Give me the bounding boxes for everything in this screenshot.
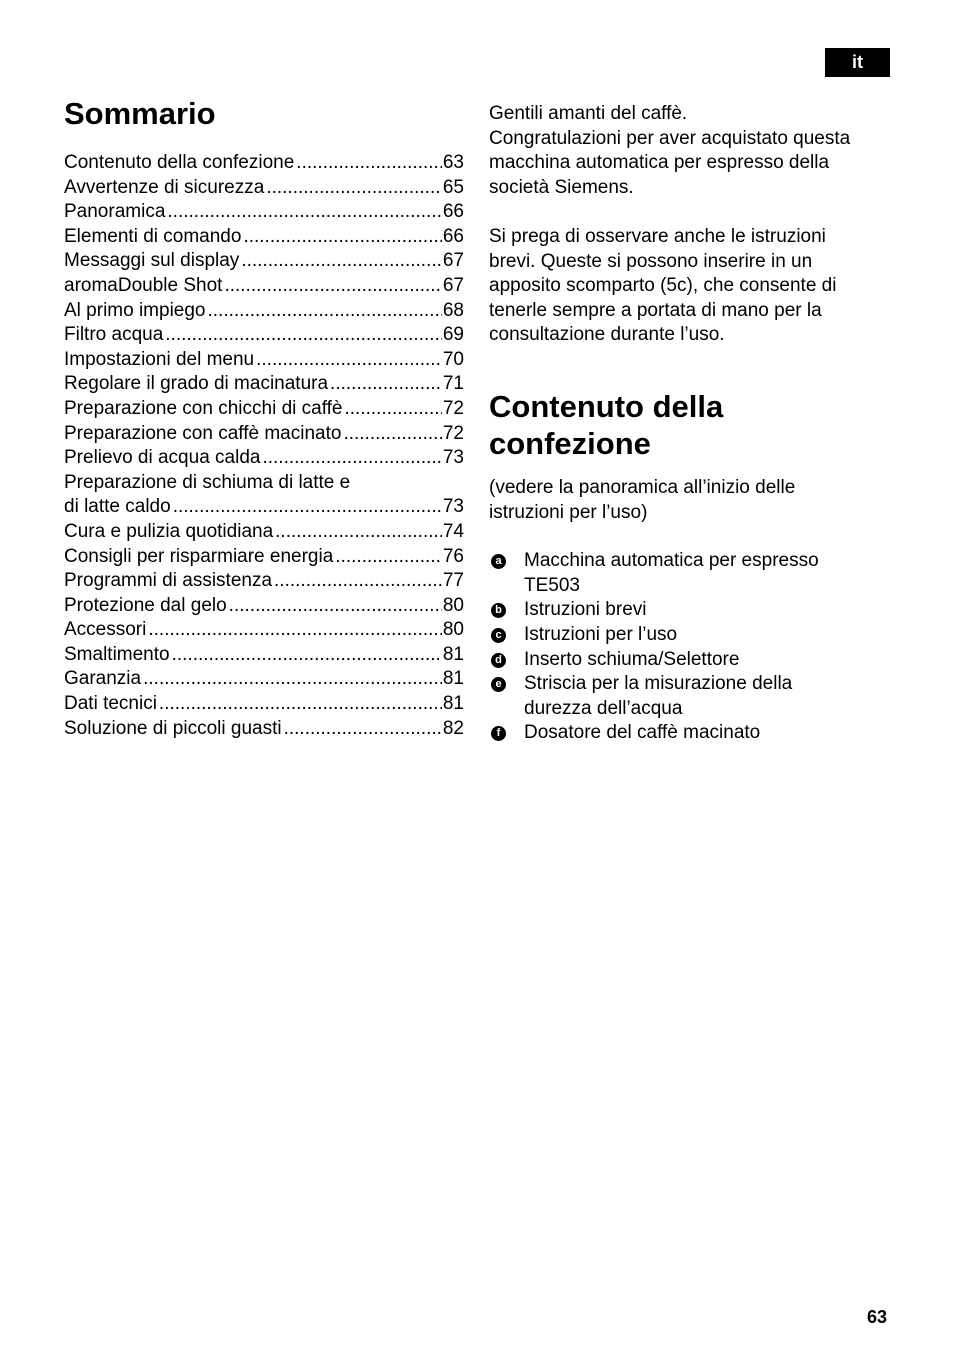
toc-entry-page: 73 (442, 447, 464, 469)
toc-entry-title: Smaltimento (64, 643, 170, 665)
toc-title: Sommario (64, 96, 216, 131)
toc-leader-dots (229, 594, 442, 619)
item-text-line: Inserto schiuma/Selettore (524, 648, 740, 670)
toc-entry-title: Preparazione con chicchi di caffè (64, 397, 343, 419)
item-letter-badge: e (491, 677, 506, 692)
intro-line: tenerle sempre a portata di mano per la (489, 299, 822, 321)
toc-leader-dots (243, 225, 441, 250)
toc-leader-dots (224, 274, 441, 299)
item-letter-badge: b (491, 603, 506, 618)
contents-title (489, 388, 889, 462)
toc-entry-page: 70 (442, 348, 464, 370)
contents-item (489, 648, 889, 673)
toc-entry (64, 225, 464, 250)
toc-entry-page: 80 (442, 594, 464, 616)
item-text (524, 598, 889, 623)
toc-entry-title: Avvertenze di sicurezza (64, 176, 265, 198)
toc-entry-page: 72 (442, 422, 464, 444)
toc-entry-page: 76 (442, 545, 464, 567)
contents-item (489, 721, 889, 746)
item-text-line: durezza dell’acqua (524, 697, 683, 719)
toc-leader-dots (266, 176, 442, 201)
toc-entry-title: aromaDouble Shot (64, 274, 223, 296)
toc-entry-page: 77 (442, 570, 464, 592)
toc-entry-page: 68 (442, 299, 464, 321)
intro-line: brevi. Queste si possono inserire in un (489, 250, 813, 272)
toc-entry-title: Cura e pulizia quotidiana (64, 520, 274, 542)
toc-entry-page: 73 (442, 496, 464, 518)
toc-entry-title: Garanzia (64, 668, 142, 690)
toc-entry-page: 66 (442, 201, 464, 223)
contents-item (489, 549, 889, 598)
toc-entry (64, 594, 464, 619)
toc-list (64, 151, 464, 741)
toc-entry (64, 545, 464, 570)
contents-title-line: confezione (489, 425, 651, 461)
toc-entry-title: Prelievo di acqua calda (64, 447, 261, 469)
intro-line: società Siemens. (489, 176, 634, 198)
toc-leader-dots (275, 520, 442, 545)
item-text-line: Istruzioni per l’uso (524, 623, 678, 645)
toc-leader-dots (241, 249, 442, 274)
contents-item (489, 672, 889, 721)
toc-leader-dots (335, 545, 442, 570)
item-letter-badge: c (491, 628, 506, 643)
toc-entry (64, 569, 464, 594)
toc-entry-title: Preparazione con caffè macinato (64, 422, 342, 444)
toc-entry-title: Programmi di assistenza (64, 570, 273, 592)
toc-leader-dots (262, 446, 441, 471)
toc-entry-title: Panoramica (64, 201, 166, 223)
toc-leader-dots (167, 200, 441, 225)
intro-line: apposito scomparto (5c), che consente di (489, 275, 837, 297)
toc-entry-page: 74 (442, 520, 464, 542)
intro-line: consultazione durante l’uso. (489, 324, 725, 346)
toc-entry-title: Protezione dal gelo (64, 594, 227, 616)
toc-entry-page: 82 (442, 717, 464, 739)
contents-subtitle (489, 476, 889, 525)
toc-entry-title: di latte caldo (64, 496, 171, 518)
toc-leader-dots (256, 348, 442, 373)
toc-entry (64, 520, 464, 545)
toc-entry-page: 67 (442, 274, 464, 296)
toc-entry-title: Dati tecnici (64, 693, 157, 715)
toc-entry-title: Elementi di comando (64, 225, 242, 247)
toc-entry (64, 692, 464, 717)
toc-entry-page: 81 (442, 693, 464, 715)
toc-entry (64, 323, 464, 348)
toc-entry (64, 372, 464, 397)
intro-paragraph-2 (489, 225, 889, 348)
contents-list (489, 549, 889, 746)
item-text (524, 672, 889, 721)
toc-entry-title: Soluzione di piccoli guasti (64, 717, 282, 739)
subtitle-line: istruzioni per l’uso) (489, 501, 648, 523)
toc-leader-dots (159, 692, 442, 717)
toc-entry (64, 348, 464, 373)
language-tab: it (825, 48, 890, 77)
toc-entry-page: 65 (442, 176, 464, 198)
toc-entry (64, 249, 464, 274)
toc-entry-title: Accessori (64, 619, 147, 641)
intro-line: Gentili amanti del caffè. (489, 103, 688, 124)
toc-entry-title: Contenuto della confezione (64, 152, 295, 173)
toc-entry (64, 446, 464, 471)
toc-entry-page: 81 (442, 643, 464, 665)
toc-column (64, 95, 464, 741)
item-letter-badge: a (491, 554, 506, 569)
toc-entry-line1: Preparazione di schiuma di latte e (64, 471, 351, 493)
item-letter-badge: f (491, 726, 506, 741)
toc-leader-dots (143, 667, 442, 692)
toc-entry (64, 200, 464, 225)
intro-line: macchina automatica per espresso della (489, 152, 830, 174)
toc-entry-title: Messaggi sul display (64, 250, 240, 272)
toc-entry (64, 618, 464, 643)
toc-entry-title: Regolare il grado di macinatura (64, 373, 329, 395)
toc-entry (64, 151, 464, 176)
toc-entry-page: 66 (442, 225, 464, 247)
intro-line: Si prega di osservare anche le istruzioni (489, 225, 826, 247)
toc-entry (64, 422, 464, 447)
toc-entry-title: Impostazioni del menu (64, 348, 255, 370)
toc-leader-dots (274, 569, 442, 594)
intro-line: Congratulazioni per aver acquistato questa (489, 127, 851, 149)
item-text (524, 549, 889, 598)
toc-leader-dots (284, 717, 442, 742)
item-text (524, 623, 889, 648)
item-text-line: Istruzioni brevi (524, 599, 647, 621)
toc-entry (64, 274, 464, 299)
toc-entry-page: 80 (442, 619, 464, 641)
toc-leader-dots (173, 495, 442, 520)
toc-entry (64, 495, 464, 520)
toc-entry-page: 69 (442, 324, 464, 346)
toc-entry-page: 81 (442, 668, 464, 690)
toc-entry (64, 717, 464, 742)
subtitle-line: (vedere la panoramica all’inizio delle (489, 476, 796, 498)
item-text-line: TE503 (524, 574, 580, 596)
toc-leader-dots (172, 643, 442, 668)
page-number: 63 (867, 1307, 888, 1327)
contents-item (489, 623, 889, 648)
item-text (524, 648, 889, 673)
contents-title-line: Contenuto della (489, 388, 724, 424)
toc-entry-title: Al primo impiego (64, 299, 206, 321)
toc-entry-page: 72 (442, 397, 464, 419)
toc-leader-dots (343, 422, 441, 447)
toc-entry-title: Consigli per risparmiare energia (64, 545, 334, 567)
intro-column (489, 102, 889, 746)
toc-leader-dots (344, 397, 441, 422)
toc-leader-dots (165, 323, 442, 348)
item-text-line: Striscia per la misurazione della (524, 673, 793, 695)
toc-leader-dots (296, 151, 442, 176)
contents-item (489, 598, 889, 623)
toc-leader-dots (330, 372, 442, 397)
item-text-line: Dosatore del caffè macinato (524, 722, 761, 744)
item-text-line: Macchina automatica per espresso (524, 550, 819, 572)
toc-entry (64, 667, 464, 692)
toc-entry-title: Filtro acqua (64, 324, 164, 346)
item-text (524, 721, 889, 746)
item-letter-badge: d (491, 653, 506, 668)
toc-entry-page: 67 (442, 250, 464, 272)
toc-entry (64, 397, 464, 422)
toc-leader-dots (208, 299, 442, 324)
toc-entry-page: 63 (442, 152, 464, 173)
intro-paragraph-1 (489, 102, 889, 200)
toc-entry (64, 299, 464, 324)
toc-entry-page: 71 (442, 373, 464, 395)
toc-leader-dots (148, 618, 442, 643)
toc-entry (64, 643, 464, 668)
toc-entry (64, 176, 464, 201)
